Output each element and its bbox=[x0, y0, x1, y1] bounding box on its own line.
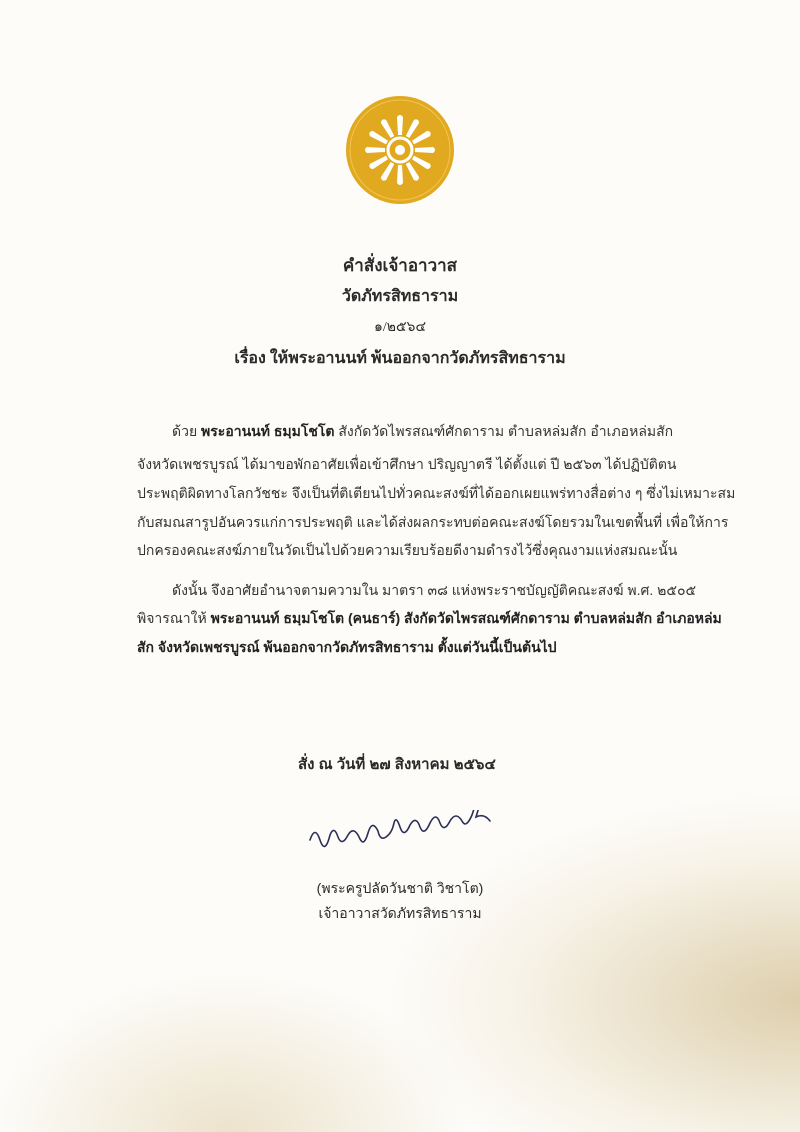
signer-title: เจ้าอาวาสวัดภัทรสิทธาราม bbox=[318, 905, 482, 921]
temple-name: วัดภัทรสิทธาราม bbox=[341, 288, 459, 305]
subject-line: เรื่อง ให้พระอานนท์ พ้นออกจากวัดภัทรสิทธาราม bbox=[234, 350, 566, 367]
paragraph2-line1: ดังนั้น จึงอาศัยอำนาจตามความใน มาตรา ๓๘ แห่งพระราชบัญญัติคณะสงฆ์ พ.ศ. ๒๕๐๕ bbox=[172, 582, 697, 598]
text: ด้วย bbox=[172, 423, 202, 439]
paragraph1-line3: ประพฤติผิดทางโลกวัชชะ จึงเป็นที่ติเตียนไปทั่วคณะสงฆ์ที่ได้ออกเผยแพร่ทางสื่อต่าง ๆ ซึ่งไม่เหมาะสม bbox=[137, 485, 736, 501]
paragraph2-line3 bbox=[137, 637, 657, 659]
text: พิจารณาให้ bbox=[137, 610, 211, 626]
paragraph1-line2: จังหวัดเพชรบูรณ์ ได้มาขอพักอาศัยเพื่อเข้าศึกษา ปริญญาตรี ได้ตั้งแต่ ปี ๒๕๖๓ ได้ปฏิบัติตน bbox=[137, 456, 677, 472]
monk-name-bold: พระอานนท์ ธมฺมโชโต (คนธาร์) สังกัดวัดไพรสณฑ์ศักดาราม ตำบลหล่มสัก อำเภอหล่ม bbox=[210, 610, 722, 626]
order-date: สั่ง ณ วันที่ ๒๗ สิงหาคม ๒๕๖๔ bbox=[298, 756, 496, 773]
text: สังกัดวัดไพรสณฑ์ศักดาราม ตำบลหล่มสัก อำเภอหล่มสัก bbox=[334, 423, 674, 439]
order-number: ๑/๒๕๖๔ bbox=[373, 320, 427, 335]
handwritten-signature bbox=[300, 810, 540, 860]
dharma-wheel-emblem bbox=[345, 95, 455, 205]
signer-name: (พระครูปลัดวันชาติ วิชาโต) bbox=[316, 880, 484, 896]
paragraph1-line5: ปกครองคณะสงฆ์ภายในวัดเป็นไปด้วยความเรียบร้อยดีงามดำรงไว้ซึ่งคุณงามแห่งสมณะนั้น bbox=[137, 542, 678, 558]
paragraph2-line2 bbox=[137, 608, 722, 630]
wheel-spoke bbox=[365, 147, 385, 153]
wheel-spoke bbox=[397, 165, 403, 185]
paragraph1-line1 bbox=[172, 421, 674, 443]
paragraph1-line4: กับสมณสารูปอันควรแก่การประพฤติ และได้ส่งผลกระทบต่อคณะสงฆ์โดยรวมในเขตพื้นที่ เพื่อให้การ bbox=[137, 514, 729, 530]
document-title: คำสั่งเจ้าอาวาส bbox=[342, 256, 458, 275]
monk-name: พระอานนท์ ธมฺมโชโต bbox=[201, 423, 335, 439]
order-text-bold: สัก จังหวัดเพชรบูรณ์ พ้นออกจากวัดภัทรสิทธาราม ตั้งแต่วันนี้เป็นต้นไป bbox=[137, 639, 557, 655]
wheel-spoke bbox=[415, 147, 435, 153]
wheel-spoke bbox=[397, 115, 403, 135]
